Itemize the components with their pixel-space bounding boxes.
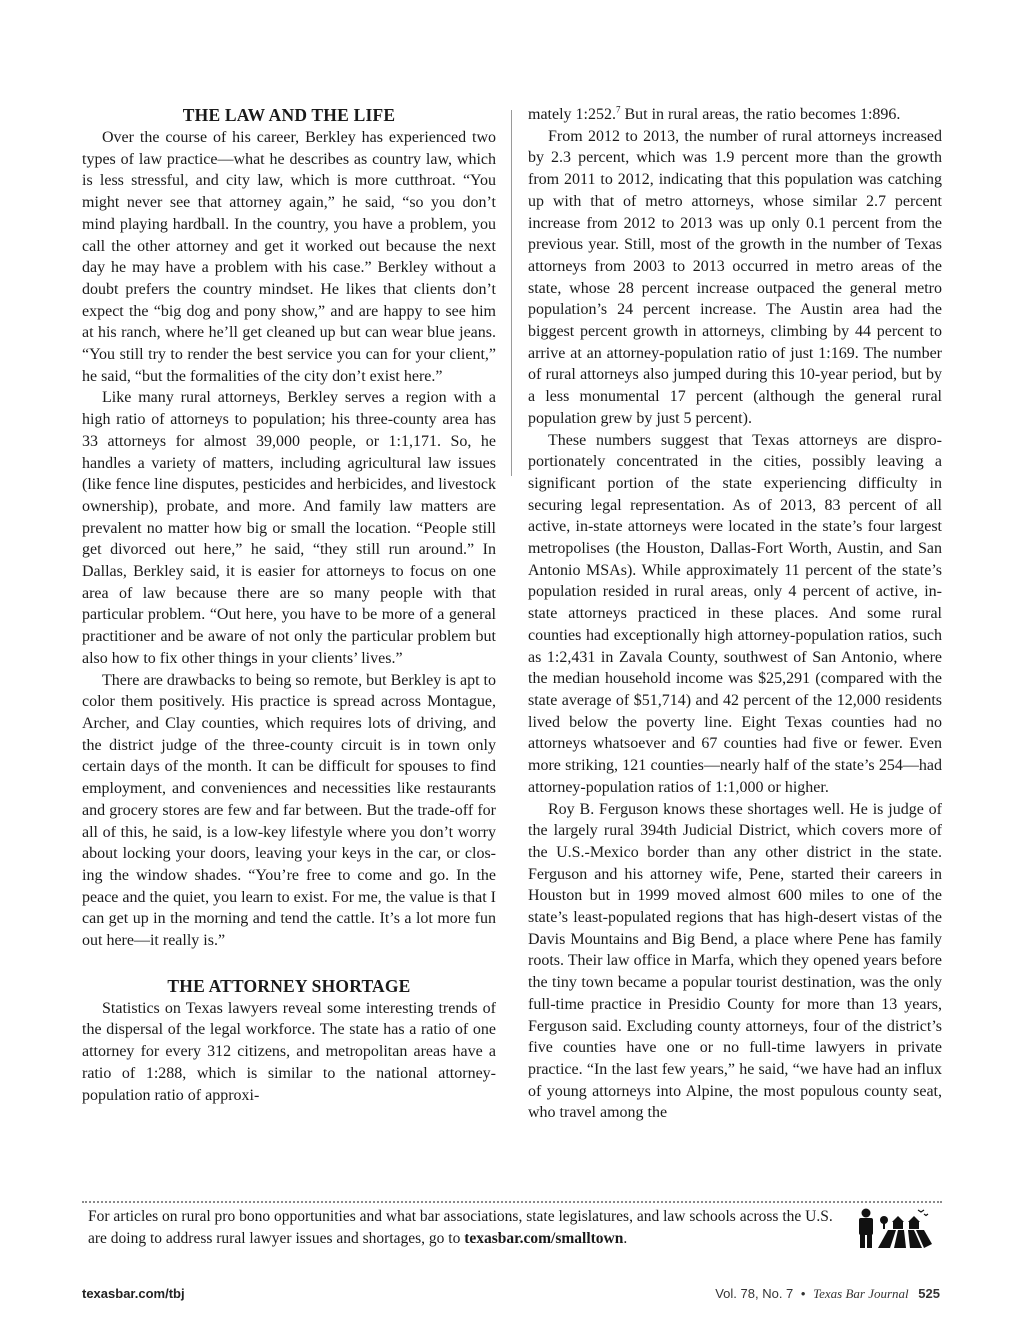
volume-number: Vol. 78, No. 7 [715, 1286, 794, 1301]
page-number: 525 [918, 1286, 940, 1301]
rural-town-icon [852, 1206, 932, 1250]
journal-name: Texas Bar Journal [813, 1286, 909, 1301]
bullet-separator: • [800, 1286, 806, 1301]
paragraph: Over the course of his career, Berkley has experienced two types of law practice—what he describes as country law, which is less stressful, and city law, which is more cutthroat. “You might never see that attorney again,” he said, “so you don’t mind playing hardball. In the country, you have a problem, you call the other attorney and get it worked out because the next day he may have a problem with his case.” Berkley without a doubt prefers the country mindset. He likes that clients don’t expect the “big dog and pony show,” and are happy to see him at his ranch, where he’ll get cleaned up but can wear blue jeans. “You still try to render the best service you can for your client,” he said, “but the formalities of the city don’t exist here.” [82, 129, 496, 385]
callout-link[interactable]: texasbar.com/smalltown [464, 1230, 624, 1247]
paragraph: Statistics on Texas lawyers reveal some interesting trends of the dispersal of the legal workforce. The state has a ratio of one attorney for every 312 citizens, and metropolitan areas have a ratio of 1:288, which is similar to the national attorney-population ratio of approxi- [82, 999, 496, 1104]
footer-issue-info [715, 1286, 940, 1302]
paragraph: Roy B. Ferguson knows these shortages well. He is judge of the largely rural 394th Judicial District, which covers more of the U.S.-Mexico border than any other district in the state. Ferguson and his attorney wife, Pene, started their careers in Houston but in 1999 moved almost 600 miles to one of the state’s least-populated regions that has high-desert vistas of the Davis Mountains and Big Bend, a place where Pene has family roots. Their law office in Marfa, which they opened years before the tiny town became a popular tourist destination, was the only full-time practice in Presidio County for more than 13 years, Ferguson said. Excluding county attorneys, four of the district’s five counties have one or no full-time lawyers in private practice. “In the last few years,” he said, “we have had an influx of young attorneys into Alpine, the most populous county seat, who travel among the [528, 800, 942, 1122]
column-divider [511, 110, 512, 476]
paragraph-continued: mately 1:252.$^7$ But in rural areas, the ratio becomes 1:896. [528, 104, 901, 123]
section-heading-law-and-life: THE LAW AND THE LIFE [182, 105, 396, 125]
section-heading-attorney-shortage: THE ATTORNEY SHORTAGE [167, 975, 411, 996]
paragraph: From 2012 to 2013, the number of rural attorneys increased by 2.3 percent, which was 1.9 percent more than the growth from 2011 to 2012, indicating that this population was catching up with that of metro attorneys, whose similar 2.7 percent increase from 2012 to 2013 was up only 0.1 percent from the previous year. Still, most of the growth in the number of Texas attorneys from 2003 to 2013 occurred in metro areas of the state, whose 28 percent increase outpaced the general metro population’s 24 percent increase. The Austin area had the biggest percent growth in attorneys, climbing by 44 percent to arrive at an attorney-population ratio of just 1:169. The number of rural attorneys also jumped during this 10-year period, but by a less monumental 17 percent (although the general rural population grew by just 5 percent). [528, 127, 942, 427]
paragraph: There are drawbacks to being so remote, but Berkley is apt to color them positively. His practice is spread across Montague, Archer, and Clay counties, which requires lots of driving, and the district judge of the three-county circuit is in town only certain days of the month. It can be difficult for spouses to find employment, and conveniences and necessities like restaurants and grocery stores are few and far between. But the trade-off for all of this, he said, is a low-key lifestyle where you don’t worry about locking your doors, leaving your keys in the car, or closing the window shades. “You’re free to come and go. In the peace and the quiet, you learn to exist. For me, the value is that I can get up in the morning and tend the cattle. It’s a lot more fun out here—it really is.” [82, 671, 496, 950]
callout-divider [82, 1201, 942, 1203]
footnote-marker: 7 [615, 104, 621, 115]
callout-text: For articles on rural pro bono opportunities and what bar associations, state legislatures, and law schools across the U.S. are doing to address rural lawyer issues and shortages, go to [88, 1208, 833, 1247]
footer-site-link[interactable]: texasbar.com/tbj [82, 1286, 185, 1301]
left-column [82, 104, 496, 1106]
callout-box: For articles on rural pro bono opportunities and what bar associations, state legislatures, and law schools across the U.S. are doing to address rural lawyer issues and shortages, go to texasbar.com/smalltown. [88, 1208, 833, 1247]
paragraph: These numbers suggest that Texas attorneys are disproportionately concentrated in the cities, possibly leaving a significant portion of the state experiencing difficulty in securing legal representation. As of 2013, 83 percent of all active, in-state attorneys were located in the state’s four largest metropolises (the Houston, Dallas-Fort Worth, Austin, and San Antonio MSAs). While approximately 11 percent of the state’s population resided in rural areas, only 4 percent of active, in-state attorneys practiced in these places. And some rural counties had exceptionally high attorney-population ratios, such as 1:2,431 in Zavala County, southwest of San Antonio, where the median household income was $25,291 (compared with the state average of $51,714) and 42 percent of the 12,000 residents lived below the poverty line. Eight Texas counties had no attorneys whatsoever and 67 counties had five or fewer. Even more striking, 121 counties—nearly half of the state’s 254—had attorney-population ratios of 1:1,000 or higher. [528, 431, 942, 796]
paragraph: Like many rural attorneys, Berkley serves a region with a high ratio of attorneys to population; his three-county area has 33 attorneys for almost 39,000 people, or 1:1,171. So, he handles a variety of matters, including agricultural law issues (like fence line disputes, pesticides and herbicides, and livestock ownership), probate, and more. And family law matters are prevalent no matter how big or small the location. “People still get divorced out here,” he said, “they still run around.” In Dallas, Berkley said, it is easier for attorneys to focus on one area of law because there are so many people with that particular problem. “Out here, you have to be more of a general practitioner and be aware of not only the particular problem but also how to fix other things in your clients’ lives.” [82, 389, 496, 667]
right-column [528, 104, 942, 1124]
